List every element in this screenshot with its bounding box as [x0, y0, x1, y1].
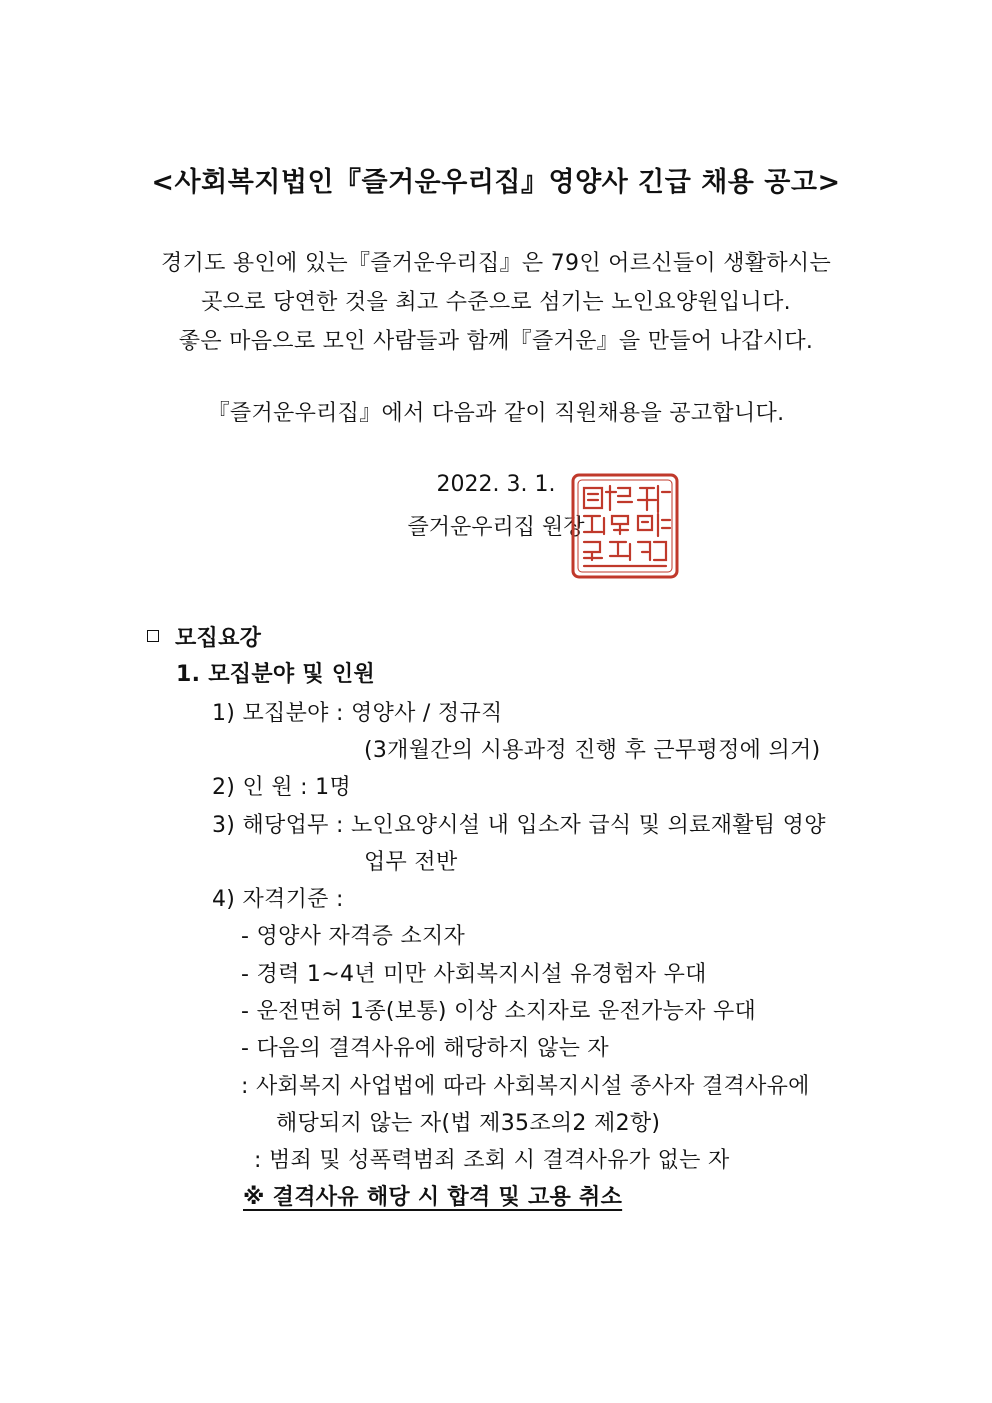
criminal-record-clause: : 범죄 및 성폭력범죄 조회 시 결격사유가 없는 자: [254, 1148, 730, 1173]
disqualification-clause: : 사회복지 사업법에 따라 사회복지시설 종사자 결격사유에: [241, 1074, 810, 1099]
duty-line: 3) 해당업무 : 노인요양시설 내 입소자 급식 및 의료재활팀 영양: [212, 813, 826, 838]
page-title: <사회복지법인『즐거운우리집』영양사 긴급 채용 공고>: [151, 167, 841, 198]
announcement-date: 2022. 3. 1.: [436, 472, 556, 497]
qualification-item: - 다음의 결격사유에 해당하지 않는 자: [241, 1036, 609, 1061]
qualification-item: - 경력 1~4년 미만 사회복지시설 유경험자 우대: [241, 962, 707, 987]
qualification-heading: 4) 자격기준 :: [212, 887, 344, 912]
announcement-text: 『즐거운우리집』에서 다음과 같이 직원채용을 공고합니다.: [207, 401, 785, 426]
notice-text: ※ 결격사유 해당 시 합격 및 고용 취소: [243, 1185, 623, 1210]
section-heading-label: 모집요강: [175, 626, 262, 651]
field-note: (3개월간의 시용과정 진행 후 근무평정에 의거): [364, 738, 821, 763]
section-heading: [147, 621, 261, 652]
headcount-line: 2) 인 원 : 1명: [212, 775, 352, 800]
qualification-item: - 영양사 자격증 소지자: [241, 924, 466, 949]
intro-line-2: 곳으로 당연한 것을 최고 수준으로 섬기는 노인요양원입니다.: [201, 290, 791, 315]
intro-line-1: 경기도 용인에 있는『즐거운우리집』은 79인 어르신들이 생활하시는: [160, 251, 831, 276]
disqualification-clause-cont: 해당되지 않는 자(법 제35조의2 제2항): [276, 1111, 661, 1136]
field-line: 1) 모집분야 : 영양사 / 정규직: [212, 701, 503, 726]
duty-line-cont: 업무 전반: [364, 850, 458, 875]
qualification-item: - 운전면허 1종(보통) 이상 소지자로 운전가능자 우대: [241, 999, 757, 1024]
intro-line-3: 좋은 마음으로 모인 사람들과 함께『즐거운』을 만들어 나갑시다.: [178, 329, 814, 354]
square-bullet-icon: [147, 630, 159, 642]
item1-heading: 1. 모집분야 및 인원: [176, 662, 376, 687]
signer-name: 즐거운우리집 원장: [407, 515, 585, 540]
official-seal-icon: [570, 472, 680, 580]
